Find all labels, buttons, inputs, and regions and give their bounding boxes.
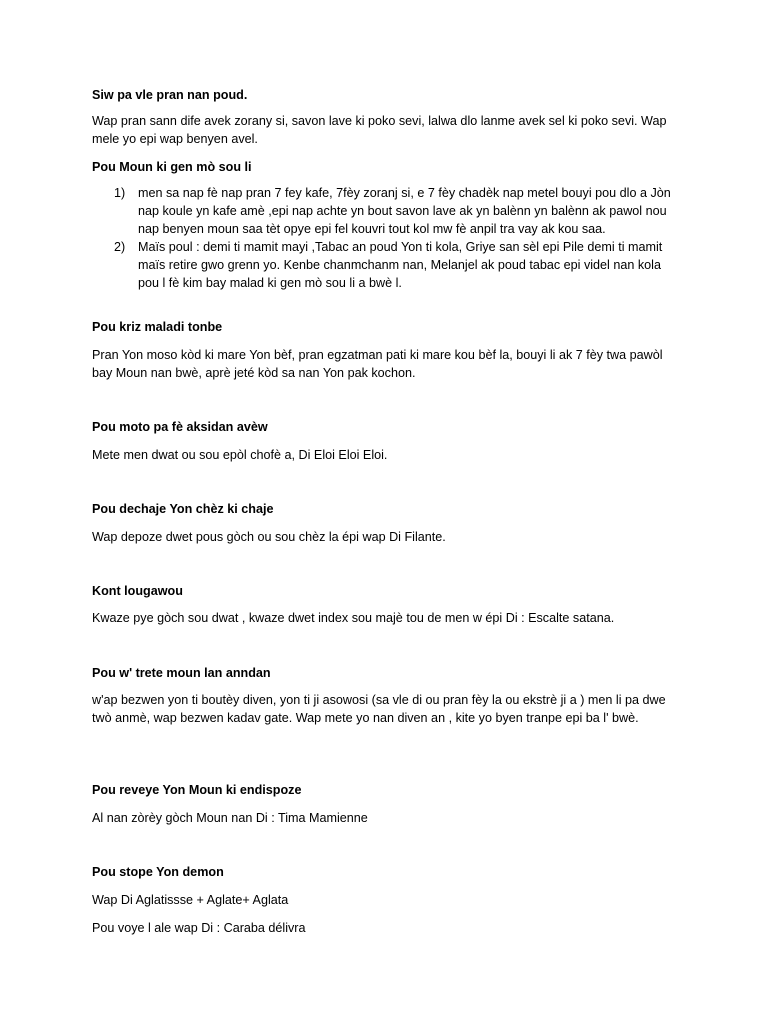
section-heading: Pou w' trete moun lan anndan xyxy=(92,666,271,680)
section-heading: Pou dechaje Yon chèz ki chaje xyxy=(92,502,274,516)
paragraph: Pou voye l ale wap Di : Caraba délivra xyxy=(92,921,306,935)
section-heading: Pou kriz maladi tonbe xyxy=(92,320,223,334)
section-heading: Pou moto pa fè aksidan avèw xyxy=(92,420,268,434)
paragraph: Kwaze pye gòch sou dwat , kwaze dwet index sou majè tou de men w épi Di : Escalte satana. xyxy=(92,611,615,625)
list-item-text: Maïs poul : demi ti mamit mayi ,Tabac an poud Yon ti kola, Griye san sèl epi Pile demi ti mamit maïs retire gwo grenn yo. Kenbe chanmchanm nan, Melanjel ak poud tabac epi videl nan kola pou l fè kim bay malad ki gen mò sou li a bwè l. xyxy=(138,240,663,290)
list-number: 2) xyxy=(114,240,126,254)
list-item xyxy=(92,184,672,238)
paragraph: Mete men dwat ou sou epòl chofè a, Di Eloi Eloi Eloi. xyxy=(92,448,388,462)
section-heading: Pou stope Yon demon xyxy=(92,865,224,879)
list-item xyxy=(92,238,672,292)
numbered-list xyxy=(92,184,672,292)
section-heading: Siw pa vle pran nan poud. xyxy=(92,88,248,102)
list-number: 1) xyxy=(114,186,126,200)
paragraph: Al nan zòrèy gòch Moun nan Di : Tima Mamienne xyxy=(92,811,368,825)
paragraph: Wap Di Aglatissse + Aglate+ Aglata xyxy=(92,893,289,907)
section-heading: Pou Moun ki gen mò sou li xyxy=(92,160,252,174)
paragraph: Pran Yon moso kòd ki mare Yon bèf, pran egzatman pati ki mare kou bèf la, bouyi li ak 7 fèy twa pawòl bay Moun nan bwè, aprè jeté kòd sa nan Yon pak kochon. xyxy=(92,348,663,380)
section-heading: Kont lougawou xyxy=(92,584,183,598)
paragraph: Wap pran sann dife avek zorany si, savon lave ki poko sevi, lalwa dlo lanme avek sel ki poko sevi. Wap mele yo epi wap benyen avel. xyxy=(92,114,667,146)
paragraph: w'ap bezwen yon ti boutèy diven, yon ti ji asowosi (sa vle di ou pran fèy la ou ekstrè ji a ) men li pa dwe twò anmè, wap bezwen kadav gate. Wap mete yo nan diven an , kite yo byen tranpe epi ba l' bwè. xyxy=(92,693,666,725)
paragraph: Wap depoze dwet pous gòch ou sou chèz la épi wap Di Filante. xyxy=(92,530,446,544)
list-item-text: men sa nap fè nap pran 7 fey kafe, 7fèy zoranj si, e 7 fèy chadèk nap metel bouyi pou dlo a Jòn nap koule yn kafe amè ,epi nap achte yn bout savon lave ak yn balènn yn balènn ak pawol nou nap benyen moun saa tèt opye epi fel kouvri tout kol mw fè anpil tra vay ak kou saa. xyxy=(138,186,671,236)
section-heading: Pou reveye Yon Moun ki endispoze xyxy=(92,783,302,797)
